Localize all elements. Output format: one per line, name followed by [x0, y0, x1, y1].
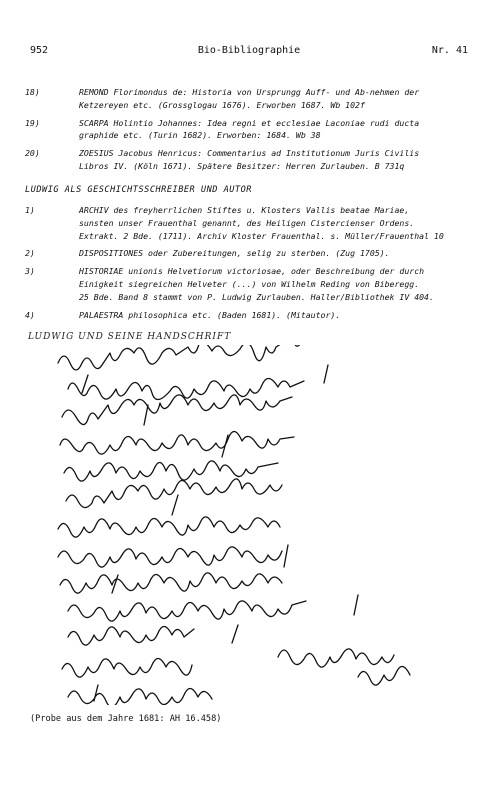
- entry-number: 19): [25, 117, 40, 128]
- manuscript-heading: LUDWIG UND SEINE HANDSCHRIFT: [28, 332, 232, 342]
- section-number: Nr. 41: [431, 45, 468, 56]
- list-item: [25, 86, 495, 112]
- handwriting-strokes: [28, 345, 468, 705]
- running-title: Bio-Bibliographie: [197, 45, 301, 56]
- section-heading: LUDWIG ALS GESCHICHTSSCHREIBER UND AUTOR: [25, 185, 252, 195]
- entry-number: 20): [25, 148, 40, 159]
- list-item: [25, 147, 495, 173]
- entry-number: 3): [25, 266, 35, 277]
- list-item: [25, 204, 495, 242]
- entry-text: ZOESIUS Jacobus Henricus: Commentarius ad Institutionum Juris Civilis Libros IV. (Köln 1671). Spätere Besitzer: Herren Zurlauben. B 731q: [79, 148, 420, 171]
- entry-number: 1): [25, 205, 35, 215]
- entry-text: SCARPA Holintio Johannes: Idea regni et ecclesiae Laconiae rudi ducta graphide etc. (Turin 1682). Erworben: 1684. Wb 38: [79, 117, 420, 141]
- entry-text: PALAESTRA philosophica etc. (Baden 1681). (Mitautor).: [79, 309, 341, 320]
- entry-text: DISPOSITIONES oder Zubereitungen, selig zu sterben. (Zug 1705).: [79, 248, 390, 259]
- bibliography-list-1: [25, 86, 495, 173]
- entry-text: REMOND Florimondus de: Historia von Ursprungg Auff- und Ab-nehmen der Ketzereyen etc. (Grossglogau 1676). Erworben 1687. Wb 102f: [79, 87, 420, 110]
- entry-number: 4): [25, 309, 35, 320]
- page-header: [30, 45, 468, 59]
- list-item: [25, 265, 495, 303]
- list-item: [25, 247, 495, 260]
- entry-text: ARCHIV des freyherrlichen Stiftes u. Klosters Vallis beatae Mariae, sunsten unser Frauenthal genannt, des Heiligen Cistercienser Ordens. Extrakt. 2 Bde. (1711). Archiv Kloster Frauenthal. s. Müller/Frauenthal 10: [79, 205, 444, 241]
- list-item: [25, 117, 495, 143]
- page-number: 952: [30, 45, 49, 56]
- bibliography-list-2: [25, 204, 495, 321]
- entry-number: 18): [25, 87, 40, 97]
- list-item: [25, 309, 495, 322]
- entry-number: 2): [25, 248, 35, 259]
- image-caption: (Probe aus dem Jahre 1681: AH 16.458): [30, 714, 222, 724]
- handwriting-sample-image: [28, 345, 468, 705]
- entry-text: HISTORIAE unionis Helvetiorum victoriosae, oder Beschreibung der durch Einigkeit siegreichen Helveter (...) von Wilhelm Reding von Biberegg. 25 Bde. Band 8 stammt von P. Ludwig Zurlauben. Haller/Bibliothek IV 404.: [79, 266, 434, 302]
